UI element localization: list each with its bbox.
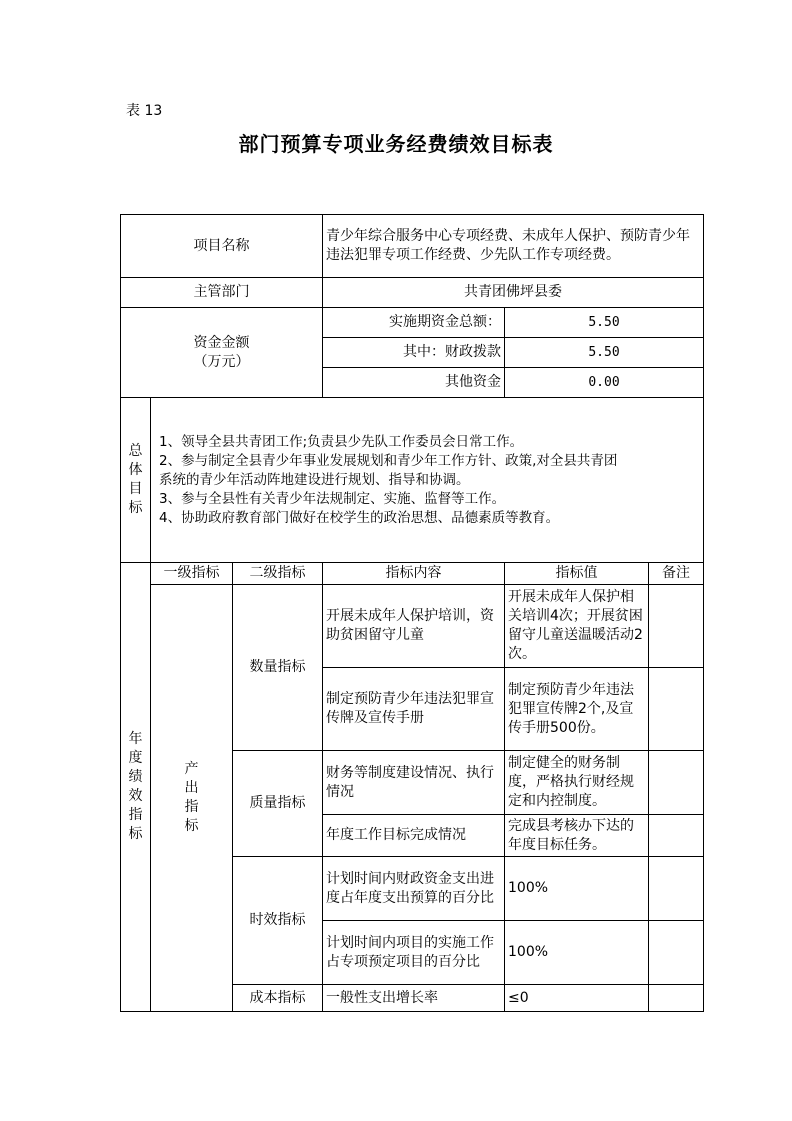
funds-fiscal-value: 5.50 xyxy=(505,338,704,368)
indicator-content: 制定预防青少年违法犯罪宣传牌及宣传手册 xyxy=(323,668,505,751)
funds-other-value: 0.00 xyxy=(505,368,704,398)
funds-row xyxy=(121,308,704,338)
goal-line: 2、参与制定全县青少年事业发展规划和青少年工作方针、政策,对全县共青团 xyxy=(159,452,618,469)
funds-total-label: 实施期资金总额： xyxy=(323,308,505,338)
indicator-value: 100% xyxy=(505,857,649,921)
indicator-value: 完成县考核办下达的年度目标任务。 xyxy=(505,815,649,857)
dept-row xyxy=(121,278,704,308)
indicator-header-row xyxy=(121,563,704,585)
indicator-value: 制定健全的财务制度，严格执行财经规定和内控制度。 xyxy=(505,751,649,815)
goal-line: 3、参与全县性有关青少年法规制定、实施、监督等工作。 xyxy=(159,490,506,507)
indicator-content: 一般性支出增长率 xyxy=(323,985,505,1012)
project-name-row xyxy=(121,215,704,278)
header-note: 备注 xyxy=(649,563,704,585)
goal-line: 4、协助政府教育部门做好在校学生的政治思想、品德素质等教育。 xyxy=(159,509,560,526)
funds-label-line1: 资金金额 xyxy=(193,334,250,351)
annual-goal-label: 年度绩效指标 xyxy=(121,563,151,1012)
indicator-content: 计划时间内财政资金支出进度占年度支出预算的百分比 xyxy=(323,857,505,921)
indicator-content: 年度工作目标完成情况 xyxy=(323,815,505,857)
indicator-note xyxy=(649,751,704,815)
header-value: 指标值 xyxy=(505,563,649,585)
indicator-content: 计划时间内项目的实施工作占专项预定项目的百分比 xyxy=(323,921,505,985)
timeliness-label: 时效指标 xyxy=(233,857,323,985)
indicator-note xyxy=(649,985,704,1012)
indicator-value: 制定预防青少年违法犯罪宣传牌2个,及宣传手册500份。 xyxy=(505,668,649,751)
indicator-content: 开展未成年人保护培训，资助贫困留守儿童 xyxy=(323,585,505,668)
project-name-value: 青少年综合服务中心专项经费、未成年人保护、预防青少年违法犯罪专项工作经费、少先队工作专项经费。 xyxy=(323,215,704,278)
indicator-note xyxy=(649,921,704,985)
overall-goal-text xyxy=(151,398,704,563)
funds-label xyxy=(121,308,323,398)
level1-output-label: 产出指标 xyxy=(151,585,233,1012)
dept-value: 共青团佛坪县委 xyxy=(323,278,704,308)
funds-other-label: 其他资金 xyxy=(323,368,505,398)
goal-line: 系统的青少年活动阵地建设进行规划、指导和协调。 xyxy=(159,471,470,488)
table-number: 表 13 xyxy=(126,103,163,119)
header-level2: 二级指标 xyxy=(233,563,323,585)
indicator-note xyxy=(649,585,704,668)
indicator-value: 开展未成年人保护相关培训4次；开展贫困留守儿童送温暖活动2次。 xyxy=(505,585,649,668)
indicator-value: ≤0 xyxy=(505,985,649,1012)
dept-label: 主管部门 xyxy=(121,278,323,308)
indicator-value: 100% xyxy=(505,921,649,985)
overall-goal-row xyxy=(121,398,704,563)
funds-label-line2: （万元） xyxy=(193,353,250,370)
cost-label: 成本指标 xyxy=(233,985,323,1012)
indicator-note xyxy=(649,668,704,751)
quality-label: 质量指标 xyxy=(233,751,323,857)
page-title: 部门预算专项业务经费绩效目标表 xyxy=(238,132,554,156)
funds-fiscal-label: 其中：财政拨款 xyxy=(323,338,505,368)
funds-total-value: 5.50 xyxy=(505,308,704,338)
project-name-label: 项目名称 xyxy=(121,215,323,278)
indicator-note xyxy=(649,815,704,857)
performance-table xyxy=(120,214,704,1012)
quantity-label: 数量指标 xyxy=(233,585,323,751)
goal-line: 1、领导全县共青团工作;负责县少先队工作委员会日常工作。 xyxy=(159,433,524,450)
indicator-note xyxy=(649,857,704,921)
indicator-row xyxy=(121,585,704,668)
header-content: 指标内容 xyxy=(323,563,505,585)
header-level1: 一级指标 xyxy=(151,563,233,585)
overall-goal-label: 总体目标 xyxy=(121,398,151,563)
indicator-content: 财务等制度建设情况、执行情况 xyxy=(323,751,505,815)
